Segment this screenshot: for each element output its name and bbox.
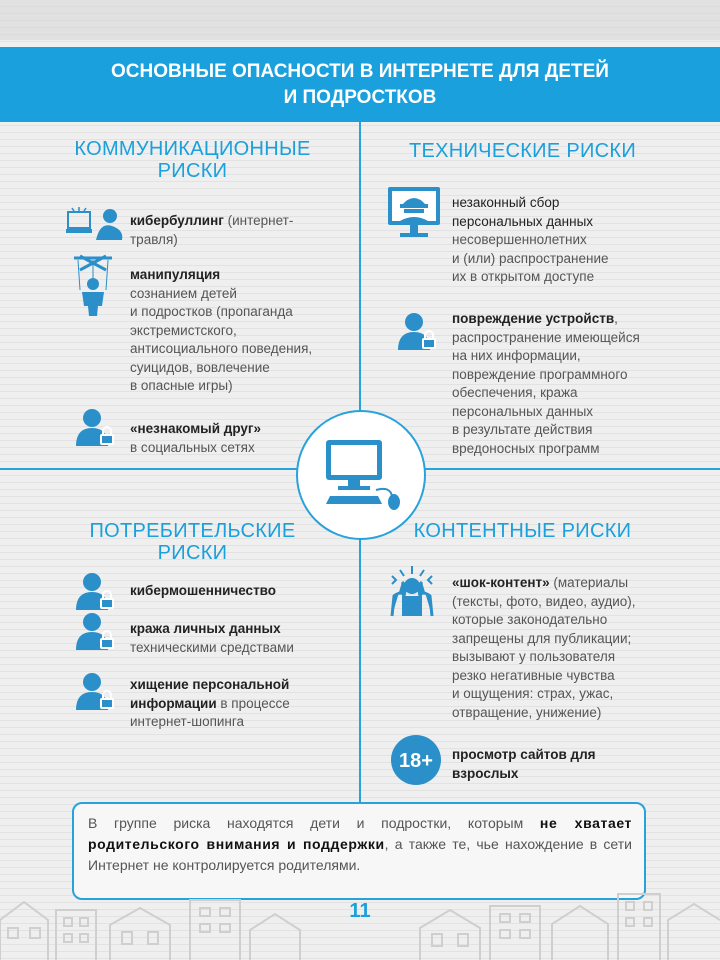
list-item-adult-sites: просмотр сайтов для взрослых [452, 747, 596, 781]
section-title-content: КОНТЕНТНЫЕ РИСКИ [413, 520, 632, 542]
hacker-monitor-icon [386, 185, 442, 243]
shock-person-icon [386, 566, 440, 618]
list-item-illegal-data-collection: незаконный сбор персональных данных несовершеннолетних и (или) распространение их в открытом доступе [452, 195, 609, 284]
title-line-2: И ПОДРОСТКОВ [283, 87, 437, 108]
title-line-1: ОСНОВНЫЕ ОПАСНОСТИ В ИНТЕРНЕТЕ ДЛЯ ДЕТЕЙ [111, 61, 609, 82]
laptop-icon [66, 206, 126, 242]
user-lock-icon [74, 612, 118, 652]
list-item-personal-info-theft: хищение персональной информации в процессе интернет-шопинга [130, 677, 290, 729]
section-title-communication: КОММУНИКАЦИОННЫЕ РИСКИ [74, 138, 311, 182]
section-title-technical: ТЕХНИЧЕСКИЕ РИСКИ [408, 140, 637, 162]
user-lock-icon [396, 312, 440, 352]
section-title-consumer: ПОТРЕБИТЕЛЬСКИЕ РИСКИ [89, 520, 296, 564]
top-strip [0, 0, 720, 40]
adult-badge-text: 18+ [399, 750, 433, 772]
page-number: 11 [349, 900, 371, 922]
list-item-cyberbullying: кибербуллинг (интернет- травля) [130, 213, 294, 247]
computer-icon [320, 438, 404, 514]
list-item-shock-content: «шок-контент» (материалы (тексты, фото, видео, аудио), которые законодательно запрещены для публикации; вызывают у пользователя резко негативные чувства и ощущения: страх, ужас, отвращение, унижение) [452, 575, 636, 720]
risk-group-notice: В группе риска находятся дети и подростки, которым не хватает родительского внимания и поддержки, а также те, чье нахождение в сети Интернет не контролируется родителями. [72, 802, 646, 900]
user-lock-icon [74, 672, 118, 712]
list-item-manipulation: манипуляция сознанием детей и подростков (пропаганда экстремистского, антисоциального поведения, суицидов, вовлечение в опасные игры) [130, 267, 313, 393]
user-lock-icon [74, 572, 118, 612]
list-item-device-damage: повреждение устройств, распространение имеющейся на них информации, повреждение программного обеспечения, кража персональных данных в результате действия вредоносных программ [452, 311, 640, 456]
list-item-stranger-friend: «незнакомый друг» в социальных сетях [130, 421, 262, 455]
adult-badge-icon [390, 734, 442, 786]
page-title [0, 47, 720, 122]
list-item-data-theft: кража личных данных техническими средствами [130, 621, 294, 655]
puppet-icon [70, 254, 116, 318]
user-lock-icon [74, 408, 118, 448]
list-item-cyberfraud: кибермошенничество [130, 583, 277, 598]
